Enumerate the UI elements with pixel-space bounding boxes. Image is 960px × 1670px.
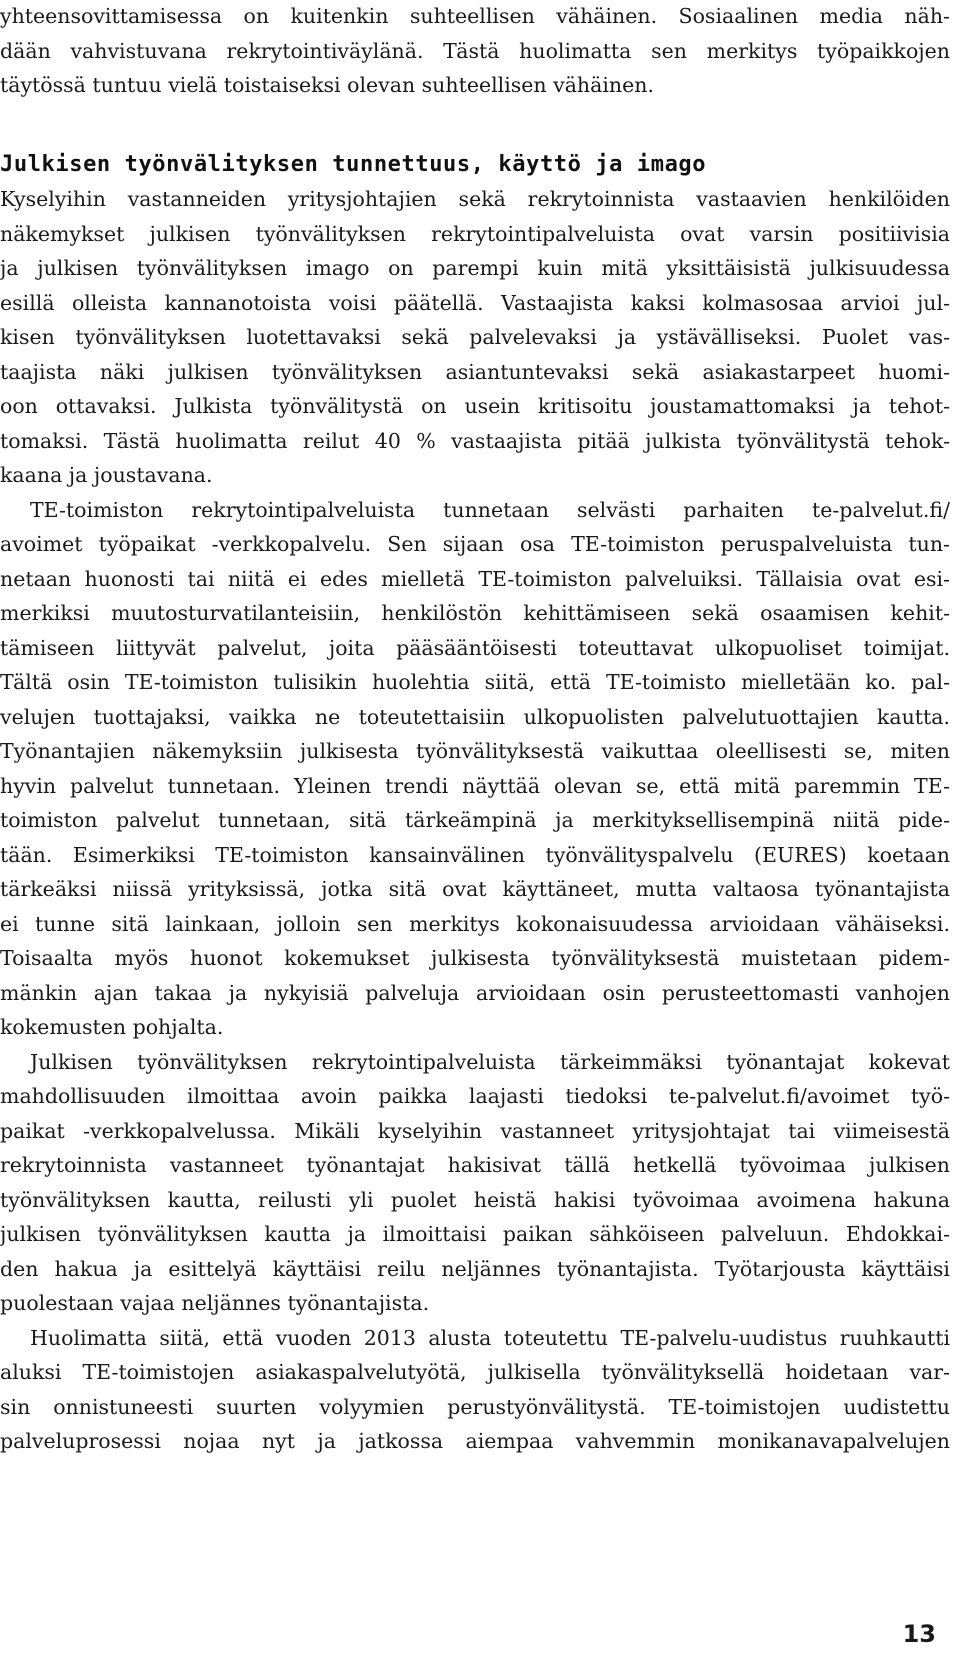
text-line: Toisaalta myös huonot kokemukset julkisesta työnvälityksestä muistetaan pidem- [0,946,950,970]
text-line: sin onnistuneesti suurten volyymien perustyönvälitystä. TE-toimistojen uudistettu [0,1394,950,1419]
text-line: tomaksi. Tästä huolimatta reilut 40 % vastaajista pitää julkista työnvälitystä tehok- [0,428,950,453]
text-line: hyvin palvelut tunnetaan. Yleinen trendi näyttää olevan se, että mitä paremmin TE- [0,773,950,798]
text-line: esillä olleista kannanotoista voisi päätellä. Vastaajista kaksi kolmasosaa arvioi jul- [0,290,950,315]
text-line: ei tunne sitä lainkaan, jolloin sen merkitys kokonaisuudessa arvioidaan vähäiseksi. [0,911,950,936]
text-line: työnvälityksen kautta, reilusti yli puolet heistä hakisi työvoimaa avoimena hakuna [0,1187,950,1212]
text-line: taajista näki julkisen työnvälityksen asiantuntevaksi sekä asiakastarpeet huomi- [0,359,950,384]
text-line: tään. Esimerkiksi TE-toimiston kansainvälinen työnvälityspalvelu (EURES) koetaan [0,842,950,867]
text-line: aluksi TE-toimistojen asiakaspalvelutyötä, julkisella työnvälityksellä hoidetaan var- [0,1360,950,1384]
text-line: merkiksi muutosturvatilanteisiin, henkilöstön kehittämiseen sekä osaamisen kehit- [0,601,950,625]
text-line: Huolimatta siitä, että vuoden 2013 alusta toteutettu TE-palvelu-uudistus ruuhkautti [30,1325,950,1350]
text-line: julkisen työnvälityksen kautta ja ilmoittaisi paikan sähköiseen palveluun. Ehdokkai- [0,1222,950,1246]
text-line: mahdollisuuden ilmoittaa avoin paikka laajasti tiedoksi te-palvelut.fi/avoimet työ- [0,1084,950,1108]
text-line: dään vahvistuvana rekrytointiväylänä. Tästä huolimatta sen merkitys työpaikkojen [0,38,950,63]
text-line: toimiston palvelut tunnetaan, sitä tärkeämpinä ja merkityksellisempinä niitä pide- [0,808,950,832]
text-line: palveluprosessi nojaa nyt ja jatkossa aiempaa vahvemmin monikanavapalvelujen [0,1429,950,1453]
text-line: tämiseen liittyvät palvelut, joita pääsääntöisesti toteuttavat ulkopuoliset toimijat. [0,635,950,660]
text-line: ja julkisen työnvälityksen imago on parempi kuin mitä yksittäisistä julkisuudessa [0,256,950,280]
text-line: Julkisen työnvälityksen rekrytointipalveluista tärkeimmäksi työnantajat kokevat [30,1049,950,1074]
text-line: Kyselyihin vastanneiden yritysjohtajien sekä rekrytoinnista vastaavien henkilöiden [0,187,950,211]
text-line: netaan huonosti tai niitä ei edes mielletä TE-toimiston palveluiksi. Tällaisia ovat esi- [0,566,950,591]
text-line: kaana ja joustavana. [0,463,213,487]
text-line: mänkin ajan takaa ja nykyisiä palveluja arvioidaan osin perusteettomasti vanhojen [0,980,950,1005]
text-line: puolestaan vajaa neljännes työnantajista. [0,1291,430,1315]
text-line: paikat -verkkopalvelussa. Mikäli kyselyihin vastanneet yritysjohtajat tai viimeisestä [0,1118,950,1143]
text-line: avoimet työpaikat -verkkopalvelu. Sen sijaan osa TE-toimiston peruspalveluista tun- [0,532,950,556]
text-line: tärkeäksi niissä yrityksissä, jotka sitä ovat käyttäneet, mutta valtaosa työnantajista [0,877,950,901]
text-line: oon ottavaksi. Julkista työnvälitystä on usein kritisoitu joustamattomaksi ja tehot- [0,394,950,418]
text-line: rekrytoinnista vastanneet työnantajat hakisivat tällä hetkellä työvoimaa julkisen [0,1153,950,1177]
section-heading: Julkisen työnvälityksen tunnettuus, käyttö ja imago [0,152,707,177]
text-line: yhteensovittamisessa on kuitenkin suhteellisen vähäinen. Sosiaalinen media näh- [0,4,950,28]
text-line: täytössä tuntuu vielä toistaiseksi olevan suhteellisen vähäinen. [0,73,654,97]
text-line: TE-toimiston rekrytointipalveluista tunnetaan selvästi parhaiten te-palvelut.fi/ [30,497,950,522]
text-line: Työnantajien näkemyksiin julkisesta työnvälityksestä vaikuttaa oleellisesti se, miten [0,739,950,763]
text-line: velujen tuottajaksi, vaikka ne toteutettaisiin ulkopuolisten palvelutuottajien kautta. [0,704,950,729]
text-line: näkemykset julkisen työnvälityksen rekrytointipalveluista ovat varsin positiivisia [0,221,950,246]
page-number: 13 [902,1620,936,1648]
text-line: kokemusten pohjalta. [0,1015,224,1039]
text-line: kisen työnvälityksen luotettavaksi sekä palvelevaksi ja ystävälliseksi. Puolet vas- [0,325,950,349]
text-line: den hakua ja esittelyä käyttäisi reilu neljännes työnantajista. Työtarjousta käyttäisi [0,1256,950,1281]
text-line: Tältä osin TE-toimiston tulisikin huolehtia siitä, että TE-toimisto mielletään ko. pal- [0,670,950,694]
